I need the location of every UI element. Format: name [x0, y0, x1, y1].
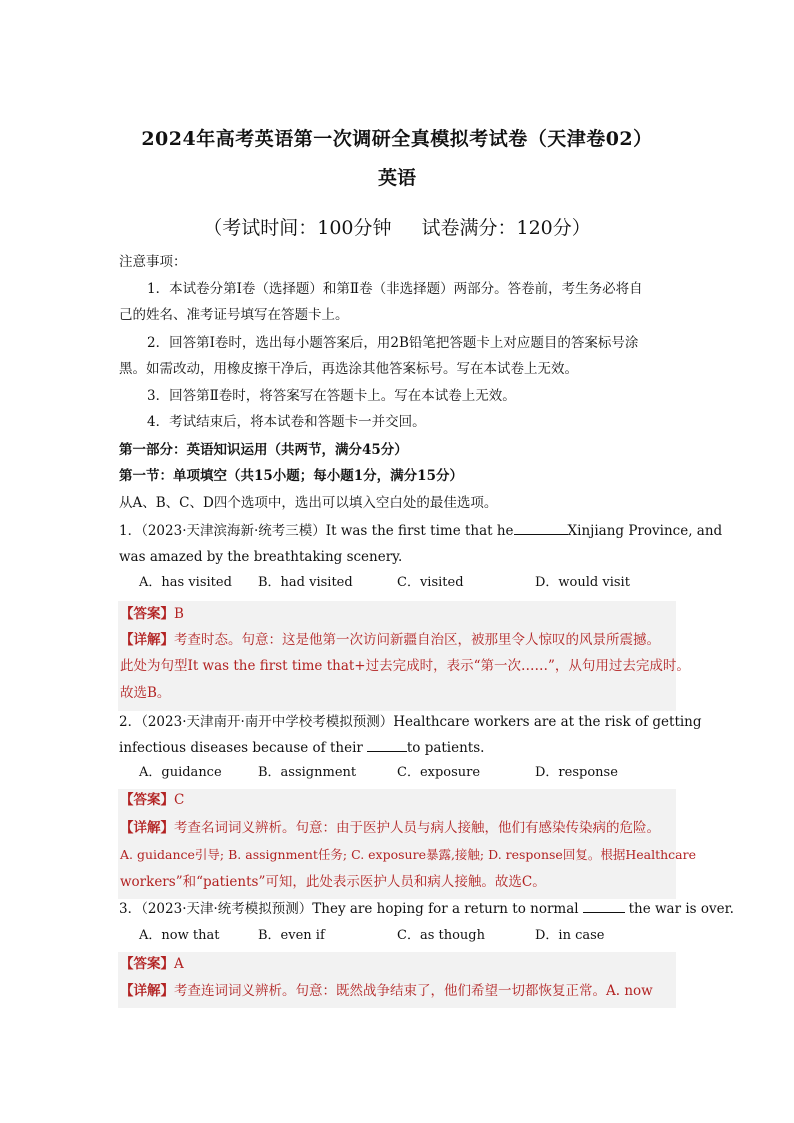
note-item-3: 3．回答第Ⅱ卷时，将答案写在答题卡上。写在本试卷上无效。: [147, 388, 516, 404]
option-d: D．in case: [535, 928, 605, 943]
answer-blank: [367, 739, 407, 752]
time-label: （考试时间：100分钟: [203, 217, 392, 239]
detail-line-3: workers”和“patients”可知，此处表示医护人员和病人接触。故选C。: [120, 874, 546, 890]
option-a: A．has visited: [139, 575, 232, 590]
detail-line-1: 【详解】考查名词词义辨析。句意：由于医护人员与病人接触，他们有感染传染病的危险。: [120, 820, 660, 836]
option-c: C．exposure: [397, 765, 481, 780]
question-3-line-1: 3．（2023·天津·统考模拟预测）They are hoping for a return to normal the war is over.: [119, 901, 734, 917]
question-3-options: [119, 926, 679, 946]
detail-line-2: A. guidance引导; B. assignment任务; C. exposure暴露,接触; D. response回复。根据Healthcare: [120, 847, 696, 862]
option-c: C．visited: [397, 575, 464, 590]
question-2-options: [119, 763, 679, 783]
detail-line-1: 【详解】考查连词词义辨析。句意：既然战争结束了，他们希望一切都恢复正常。A. now: [120, 983, 653, 999]
answer-blank: [583, 900, 625, 913]
answer-line: 【答案】A: [120, 956, 184, 972]
section-1-heading: 第一节：单项填空（共15小题；每小题1分，满分15分）: [119, 468, 463, 484]
exam-meta: [0, 213, 794, 240]
option-d: D．would visit: [535, 575, 630, 590]
exam-subject: 英语: [377, 167, 416, 189]
question-1-answer-box: [118, 601, 690, 711]
notes-heading: 注意事项：: [119, 254, 187, 270]
option-b: B．even if: [258, 928, 325, 943]
note-item-1-line-2: 己的姓名、准考证号填写在答题卡上。: [119, 307, 349, 323]
score-label: 试卷满分：120分）: [421, 217, 591, 239]
detail-line-3: 故选B。: [120, 685, 171, 701]
option-b: B．had visited: [258, 575, 353, 590]
part-1-heading: 第一部分：英语知识运用（共两节，满分45分）: [119, 442, 408, 458]
answer-blank: [514, 522, 568, 535]
answer-value: B: [174, 606, 184, 622]
question-2-line-1: 2．（2023·天津南开·南开中学校考模拟预测）Healthcare workers are at the risk of getting: [119, 714, 702, 730]
note-item-2-line-1: 2．回答第Ⅰ卷时，选出每小题答案后，用2B铅笔把答题卡上对应题目的答案标号涂: [147, 335, 639, 351]
detail-line-1: 【详解】考查时态。句意：这是他第一次访问新疆自治区，被那里令人惊叹的风景所震撼。: [120, 632, 660, 648]
exam-title: 2024年高考英语第一次调研全真模拟考试卷（天津卷02）: [141, 128, 653, 150]
note-item-2-line-2: 黑。如需改动，用橡皮擦干净后，再选涂其他答案标号。写在本试卷上无效。: [119, 361, 578, 377]
answer-value: C: [174, 792, 185, 808]
answer-line: 【答案】C: [120, 792, 185, 808]
note-item-4: 4．考试结束后，将本试卷和答题卡一并交回。: [147, 414, 426, 430]
note-item-1-line-1: 1．本试卷分第Ⅰ卷（选择题）和第Ⅱ卷（非选择题）两部分。答卷前，考生务必将自: [147, 281, 643, 297]
option-c: C．as though: [397, 928, 485, 943]
question-1-options: [119, 573, 679, 593]
option-d: D．response: [535, 765, 618, 780]
section-instruction: 从A、B、C、D四个选项中，选出可以填入空白处的最佳选项。: [119, 495, 498, 511]
question-1-line-2: was amazed by the breathtaking scenery.: [119, 549, 403, 565]
question-2-line-2: infectious diseases because of their to patients.: [119, 740, 485, 756]
answer-value: A: [174, 956, 184, 972]
option-a: A．guidance: [139, 765, 222, 780]
question-1-line-1: 1．（2023·天津滨海新·统考三模）It was the first time that he Xinjiang Province, and: [119, 523, 723, 539]
option-b: B．assignment: [258, 765, 357, 780]
detail-line-2: 此处为句型It was the first time that+过去完成时，表示“第一次……”，从句用过去完成时。: [120, 658, 690, 674]
question-2-answer-box: [118, 789, 696, 899]
answer-line: 【答案】B: [120, 606, 184, 622]
option-a: A．now that: [139, 928, 220, 943]
question-3-answer-box: [118, 952, 676, 1008]
